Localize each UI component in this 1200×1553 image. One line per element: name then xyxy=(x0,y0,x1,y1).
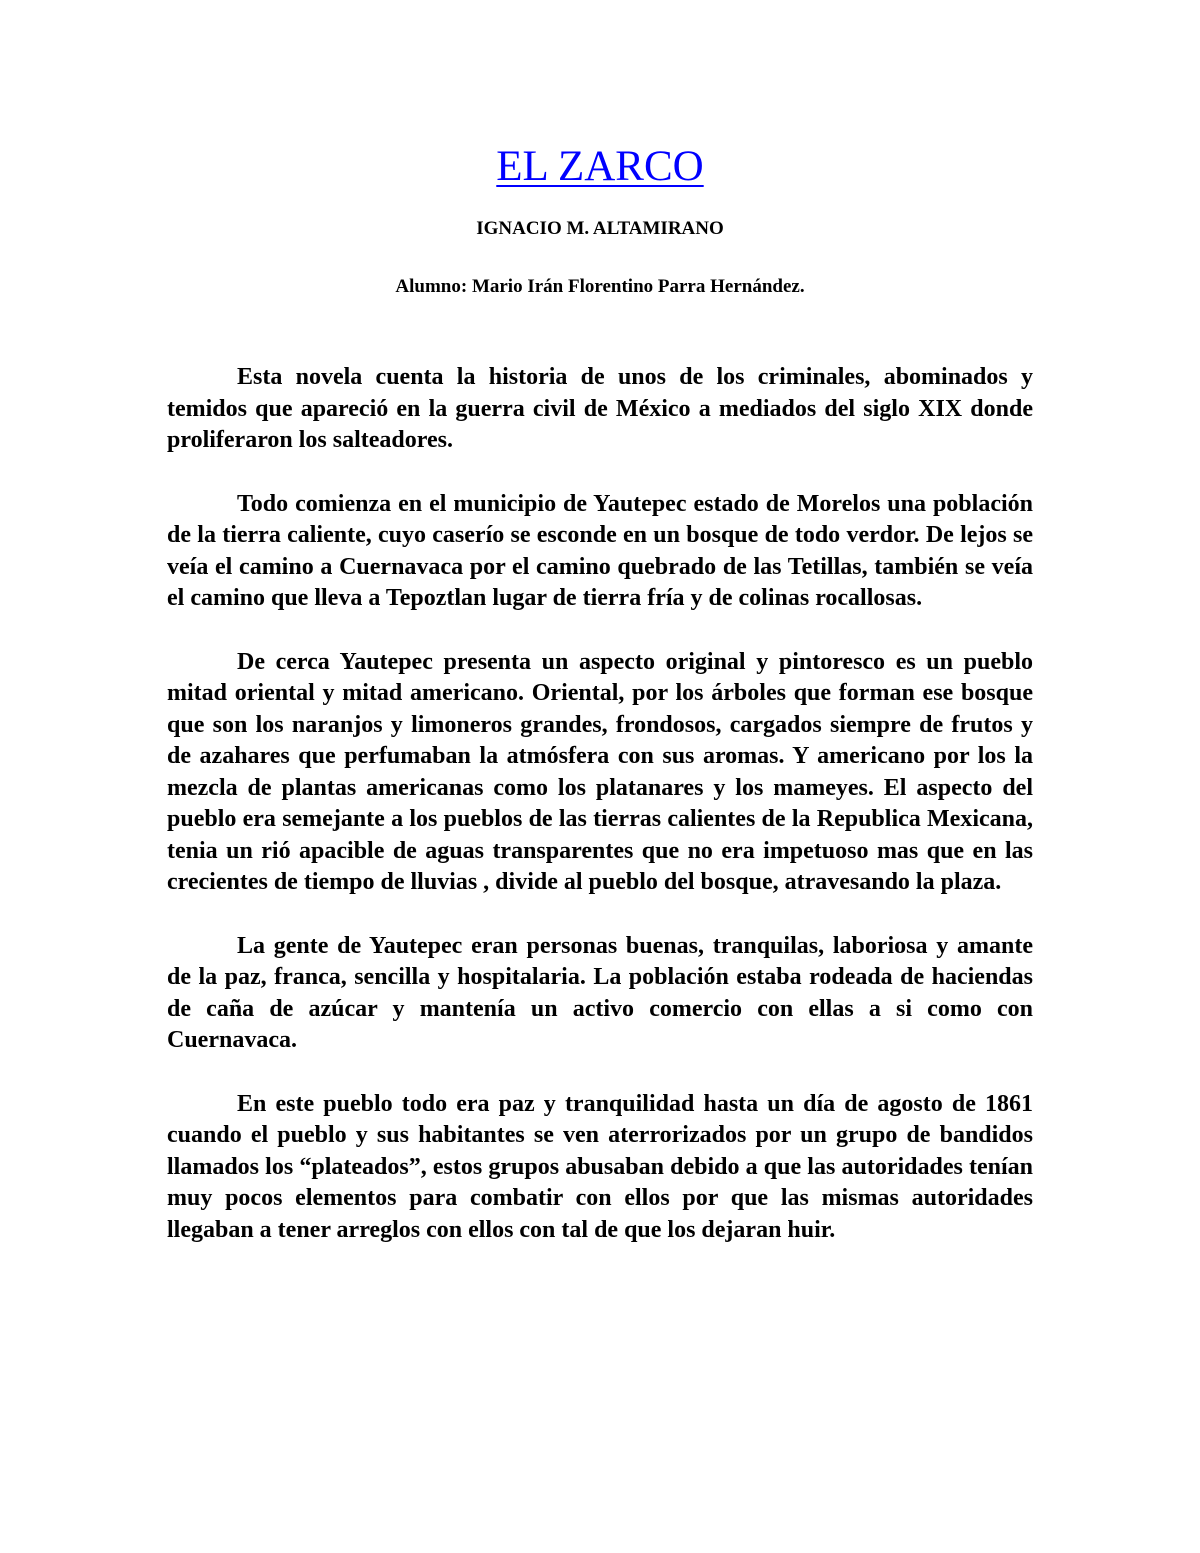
title-container xyxy=(0,142,1200,192)
paragraph: Esta novela cuenta la historia de unos de los criminales, abominados y temidos que apareció en la guerra civil de México a mediados del siglo XIX donde proliferaron los salteadores. xyxy=(167,364,1033,453)
paragraph: De cerca Yautepec presenta un aspecto original y pintoresco es un pueblo mitad oriental y mitad americano. Oriental, por los árboles que forman ese bosque que son los naranjos y limoneros grandes, frondosos, cargados siempre de frutos y de azahares que perfumaban la atmósfera con sus aromas. Y americano por los la mezcla de plantas americanas como los platanares y los mameyes. El aspecto del pueblo era semejante a los pueblos de las tierras calientes de la Republica Mexicana, tenia un rió apacible de aguas transparentes que no era impetuoso mas que en las crecientes de tiempo de lluvias , divide al pueblo del bosque, atravesando la plaza. xyxy=(167,648,1033,895)
paragraph: Todo comienza en el municipio de Yautepec estado de Morelos una población de la tierra caliente, cuyo caserío se esconde en un bosque de todo verdor. De lejos se veía el camino a Cuernavaca por el camino quebrado de las Tetillas, también se veía el camino que lleva a Tepoztlan lugar de tierra fría y de colinas rocallosas. xyxy=(167,490,1033,611)
paragraph: En este pueblo todo era paz y tranquilidad hasta un día de agosto de 1861 cuando el pueblo y sus habitantes se ven aterrorizados por un grupo de bandidos llamados los “plateados”, estos grupos abusaban debido a que las autoridades tenían muy pocos elementos para combatir con ellos por que las mismas autoridades llegaban a tener arreglos con ellos con tal de que los dejaran huir. xyxy=(167,1090,1033,1243)
paragraph: La gente de Yautepec eran personas buenas, tranquilas, laboriosa y amante de la paz, franca, sencilla y hospitalaria. La población estaba rodeada de haciendas de caña de azúcar y mantenía un activo comercio con ellas a si como con Cuernavaca. xyxy=(167,932,1033,1053)
author-name: IGNACIO M. ALTAMIRANO xyxy=(476,218,724,239)
title-link[interactable]: EL ZARCO xyxy=(496,143,704,190)
document-body xyxy=(167,362,1033,1278)
student-name: Alumno: Mario Irán Florentino Parra Hernández. xyxy=(395,276,805,297)
